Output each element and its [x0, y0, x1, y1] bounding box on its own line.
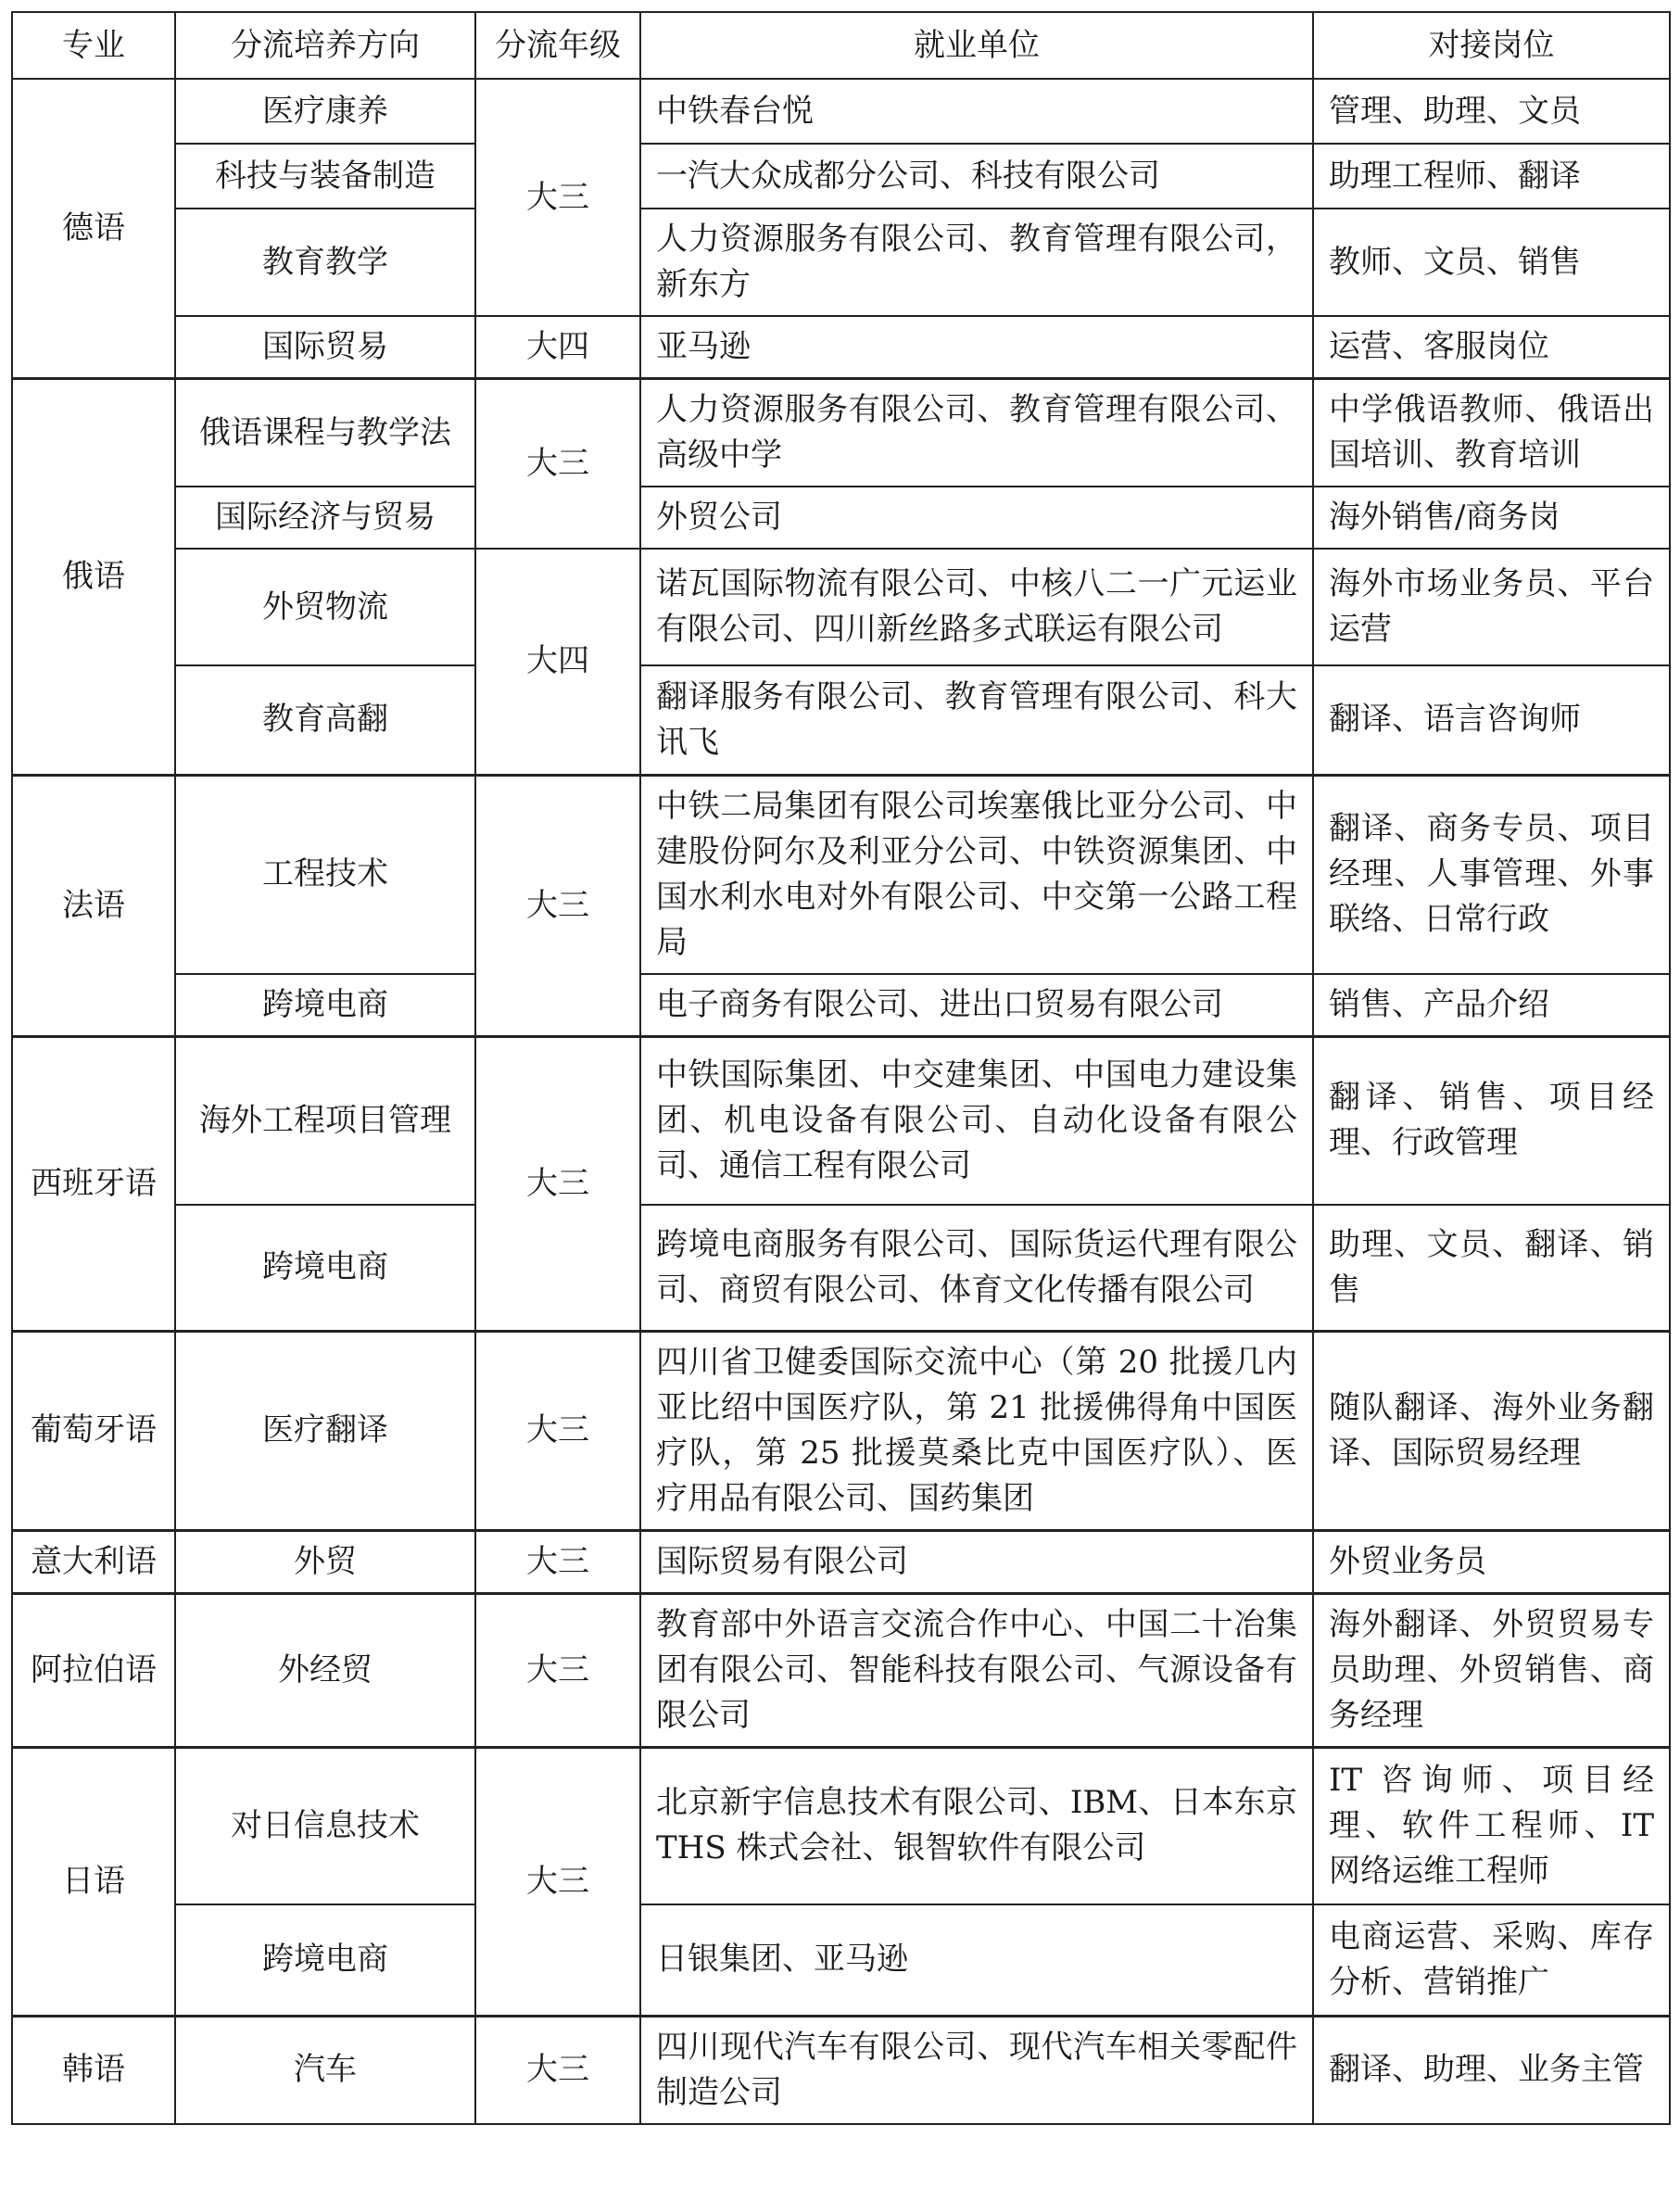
positions-cell: 教师、文员、销售: [1313, 209, 1670, 316]
direction-cell: 汽车: [175, 2016, 475, 2124]
direction-cell: 跨境电商: [175, 974, 475, 1037]
direction-cell: 外贸物流: [175, 549, 475, 665]
positions-cell: 助理工程师、翻译: [1313, 144, 1670, 209]
table-row: [12, 316, 1670, 379]
direction-cell: 跨境电商: [175, 1904, 475, 2016]
major-cell: 西班牙语: [12, 1036, 175, 1331]
direction-cell: 教育教学: [175, 209, 475, 316]
table-row: [12, 1904, 1670, 2016]
employers-cell: 跨境电商服务有限公司、国际货运代理有限公司、商贸有限公司、体育文化传播有限公司: [640, 1205, 1313, 1331]
employers-cell: 翻译服务有限公司、教育管理有限公司、科大讯飞: [640, 665, 1313, 775]
employers-cell: 一汽大众成都分公司、科技有限公司: [640, 144, 1313, 209]
major-cell: 俄语: [12, 379, 175, 776]
direction-cell: 海外工程项目管理: [175, 1036, 475, 1205]
major-cell: 日语: [12, 1747, 175, 2016]
table-row: [12, 2016, 1670, 2124]
major-cell: 韩语: [12, 2016, 175, 2124]
employers-cell: 教育部中外语言交流合作中心、中国二十冶集团有限公司、智能科技有限公司、气源设备有限公司: [640, 1593, 1313, 1747]
table-row: [12, 1593, 1670, 1747]
major-cell: 葡萄牙语: [12, 1331, 175, 1530]
grade-cell: 大三: [475, 1036, 640, 1331]
header-grade: 分流年级: [475, 12, 640, 79]
header-positions: 对接岗位: [1313, 12, 1670, 79]
grade-cell: 大三: [475, 379, 640, 550]
table-row: [12, 974, 1670, 1037]
employers-cell: 四川省卫健委国际交流中心（第 20 批援几内亚比绍中国医疗队，第 21 批援佛得角中国医疗队，第 25 批援莫桑比克中国医疗队）、医疗用品有限公司、国药集团: [640, 1331, 1313, 1530]
major-cell: 法语: [12, 775, 175, 1036]
table-row: [12, 665, 1670, 775]
table-header-row: [12, 12, 1670, 79]
employers-cell: 中铁春台悦: [640, 79, 1313, 144]
positions-cell: 助理、文员、翻译、销售: [1313, 1205, 1670, 1331]
table-row: [12, 1331, 1670, 1530]
table-row: [12, 379, 1670, 487]
employers-cell: 人力资源服务有限公司、教育管理有限公司，新东方: [640, 209, 1313, 316]
direction-cell: 对日信息技术: [175, 1747, 475, 1904]
grade-cell: 大四: [475, 316, 640, 379]
employment-table: [11, 11, 1671, 2125]
direction-cell: 教育高翻: [175, 665, 475, 775]
grade-cell: 大四: [475, 549, 640, 775]
positions-cell: 翻译、销售、项目经理、行政管理: [1313, 1036, 1670, 1205]
header-employers: 就业单位: [640, 12, 1313, 79]
positions-cell: 外贸业务员: [1313, 1530, 1670, 1593]
positions-cell: 海外销售/商务岗: [1313, 487, 1670, 549]
header-direction: 分流培养方向: [175, 12, 475, 79]
employers-cell: 北京新宇信息技术有限公司、IBM、日本东京 THS 株式会社、银智软件有限公司: [640, 1747, 1313, 1904]
grade-cell: 大三: [475, 1331, 640, 1530]
positions-cell: 翻译、助理、业务主管: [1313, 2016, 1670, 2124]
positions-cell: 电商运营、采购、库存分析、营销推广: [1313, 1904, 1670, 2016]
major-cell: 德语: [12, 79, 175, 379]
employers-cell: 日银集团、亚马逊: [640, 1904, 1313, 2016]
direction-cell: 外经贸: [175, 1593, 475, 1747]
major-cell: 阿拉伯语: [12, 1593, 175, 1747]
employers-cell: 亚马逊: [640, 316, 1313, 379]
employers-cell: 外贸公司: [640, 487, 1313, 549]
direction-cell: 俄语课程与教学法: [175, 379, 475, 487]
employers-cell: 电子商务有限公司、进出口贸易有限公司: [640, 974, 1313, 1037]
employers-cell: 中铁国际集团、中交建集团、中国电力建设集团、机电设备有限公司、自动化设备有限公司、通信工程有限公司: [640, 1036, 1313, 1205]
grade-cell: 大三: [475, 1530, 640, 1593]
table-row: [12, 1747, 1670, 1904]
grade-cell: 大三: [475, 1593, 640, 1747]
header-major: 专业: [12, 12, 175, 79]
direction-cell: 国际贸易: [175, 316, 475, 379]
table-row: [12, 79, 1670, 144]
direction-cell: 工程技术: [175, 775, 475, 974]
positions-cell: IT 咨询师、项目经理、软件工程师、IT 网络运维工程师: [1313, 1747, 1670, 1904]
grade-cell: 大三: [475, 2016, 640, 2124]
table-row: [12, 209, 1670, 316]
table-row: [12, 487, 1670, 549]
positions-cell: 海外市场业务员、平台运营: [1313, 549, 1670, 665]
direction-cell: 医疗康养: [175, 79, 475, 144]
positions-cell: 运营、客服岗位: [1313, 316, 1670, 379]
positions-cell: 销售、产品介绍: [1313, 974, 1670, 1037]
table-row: [12, 775, 1670, 974]
positions-cell: 管理、助理、文员: [1313, 79, 1670, 144]
direction-cell: 国际经济与贸易: [175, 487, 475, 549]
employers-cell: 人力资源服务有限公司、教育管理有限公司、高级中学: [640, 379, 1313, 487]
employers-cell: 国际贸易有限公司: [640, 1530, 1313, 1593]
positions-cell: 翻译、语言咨询师: [1313, 665, 1670, 775]
table-body: [12, 79, 1670, 2124]
positions-cell: 中学俄语教师、俄语出国培训、教育培训: [1313, 379, 1670, 487]
grade-cell: 大三: [475, 1747, 640, 2016]
table-row: [12, 1530, 1670, 1593]
positions-cell: 随队翻译、海外业务翻译、国际贸易经理: [1313, 1331, 1670, 1530]
direction-cell: 跨境电商: [175, 1205, 475, 1331]
table-row: [12, 144, 1670, 209]
table-row: [12, 1036, 1670, 1205]
positions-cell: 翻译、商务专员、项目经理、人事管理、外事联络、日常行政: [1313, 775, 1670, 974]
positions-cell: 海外翻译、外贸贸易专员助理、外贸销售、商务经理: [1313, 1593, 1670, 1747]
employers-cell: 诺瓦国际物流有限公司、中核八二一广元运业有限公司、四川新丝路多式联运有限公司: [640, 549, 1313, 665]
document-page: [11, 11, 1669, 2125]
direction-cell: 科技与装备制造: [175, 144, 475, 209]
direction-cell: 外贸: [175, 1530, 475, 1593]
direction-cell: 医疗翻译: [175, 1331, 475, 1530]
employers-cell: 中铁二局集团有限公司埃塞俄比亚分公司、中建股份阿尔及利亚分公司、中铁资源集团、中国水利水电对外有限公司、中交第一公路工程局: [640, 775, 1313, 974]
table-row: [12, 549, 1670, 665]
major-cell: 意大利语: [12, 1530, 175, 1593]
grade-cell: 大三: [475, 775, 640, 1036]
employers-cell: 四川现代汽车有限公司、现代汽车相关零配件制造公司: [640, 2016, 1313, 2124]
grade-cell: 大三: [475, 79, 640, 316]
table-row: [12, 1205, 1670, 1331]
